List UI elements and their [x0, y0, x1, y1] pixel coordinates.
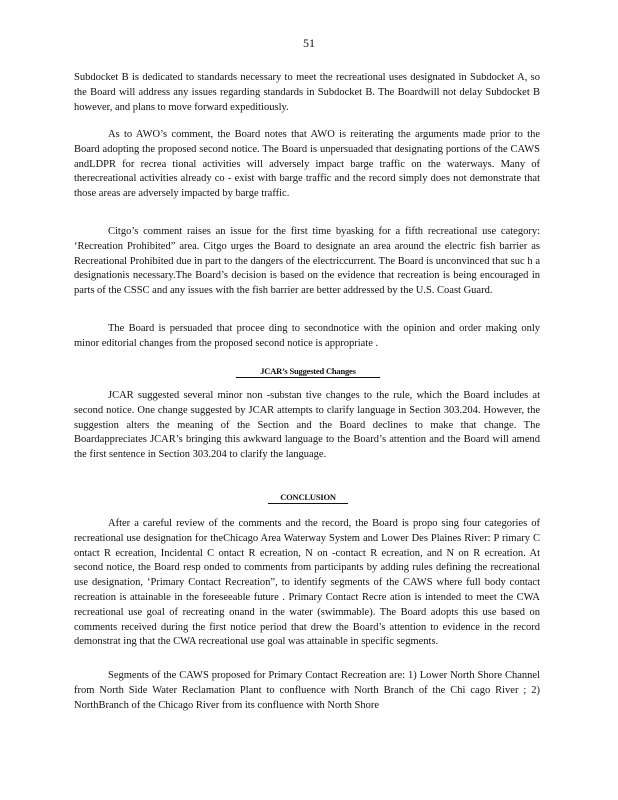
paragraph-conclusion: After a careful review of the comments and the record, the Board is propo sing four categories of recreational use designation for theChicago Area Waterway System and Lower Des Plaines River: P rimary C ontact R ecreation, Incidental C ontact R ecreation, N on -contact R ecreation, and N on R ecreation. At second notice, the Board resp onded to comments from participants by adding rules defining the recreational use designation, ‘Primary Contact Recreation”, to identify segments of the CAWS where full body contact recreation is attainable in the foreseeable future . Primary Contact Recre ation is intended to meet the CWA recreational use goal of recreating onand in the water (swimmable). The Board adopts this use based on comments received during the first notice period that drew the Board’s attention to evidence in the record demonstrat ing that the CWA recreational use goal was attainable in specific segments.	[74, 518, 540, 648]
paragraph-segments: Segments of the CAWS proposed for Primary Contact Recreation are: 1) Lower North Shore Channel from North Side Water Reclamation Plant to confluence with North Branch of the Chi cago River ; 2) NorthBranch of the Chicago River from its confluence with North Shore	[74, 670, 540, 711]
conclusion-heading: CONCLUSION	[268, 492, 348, 504]
jcar-heading: JCAR’s Suggested Changes	[236, 366, 380, 378]
paragraph-second-notice: The Board is persuaded that procee ding to secondnotice with the opinion and order making only minor editorial changes from the proposed second notice is appropriate .	[74, 323, 540, 349]
paragraph-jcar: JCAR suggested several minor non -substan tive changes to the rule, which the Board includes at second notice. One change suggested by JCAR attempts to clarify language in Section 303.204. However, the suggestion alters the meaning of the Section and the Board declines to make that change. The Boardappreciates JCAR’s bringing this awkward language to the Board’s attention and the Board will amend the first sentence in Section 303.204 to clarify the language.	[74, 390, 540, 461]
paragraph-citgo-comment: Citgo’s comment raises an issue for the first time byasking for a fifth recreational use category: ‘Recreation Prohibited” area. Citgo urges the Board to designate an area around the electric fish barrier as Recreational Prohibited due in part to the dangers of the electriccurrent. The Board is unconvinced that suc h a designationis necessary.The Board’s decision is based on the evidence that recreation is being encouraged in parts of the CSSC and any issues with the fish barrier are better addressed by the U.S. Coast Guard.	[74, 226, 540, 297]
page-number: 51	[303, 36, 315, 50]
paragraph-awo-comment: As to AWO’s comment, the Board notes that AWO is reiterating the arguments made prior to the Board adopting the proposed second notice. The Board is unpersuaded that designating portions of the CAWS andLDPR for recrea tional activities will adversely impact barge traffic on the waterways. Many of therecreational activities already co - exist with barge traffic and the record simply does not demonstrate that those areas are adversely impacted by barge traffic.	[74, 129, 540, 200]
paragraph-subdocket-b: Subdocket B is dedicated to standards necessary to meet the recreational uses designated in Subdocket A, so the Board will address any issues regarding standards in Subdocket B. The Boardwill not delay Subdocket B however, and plans to move forward expeditiously.	[74, 72, 540, 113]
